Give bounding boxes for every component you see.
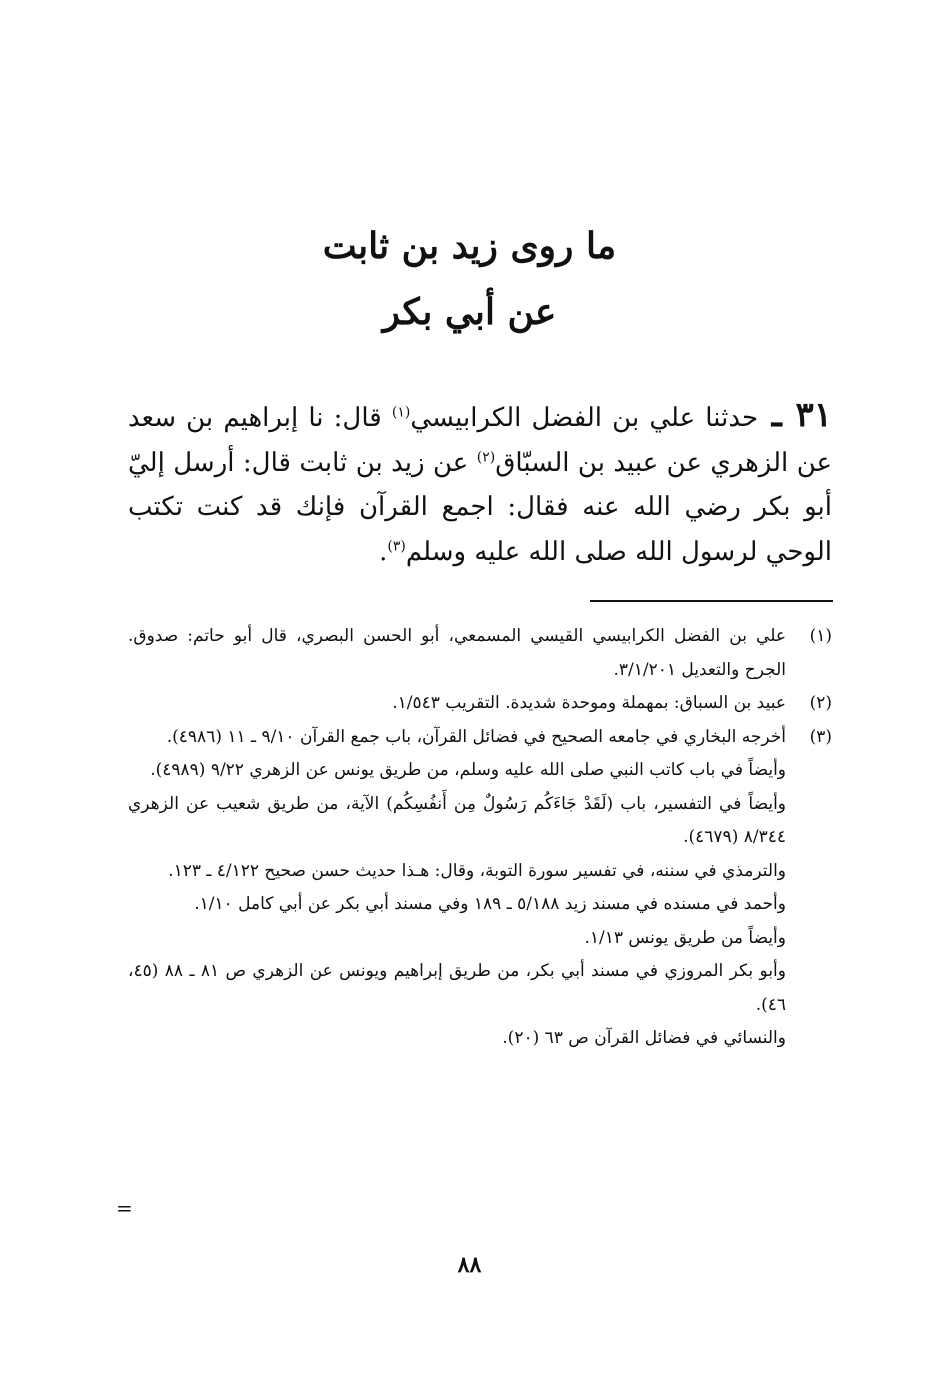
- footnote-2: [128, 687, 832, 721]
- footnote-3-continuation: والترمذي في سننه، في تفسير سورة التوبة، وقال: هـذا حديث حسن صحيح ٤/١٢٢ ـ ١٢٣.: [168, 860, 786, 881]
- footnote-3-continuation: وأحمد في مسنده في مسند زيد ٥/١٨٨ ـ ١٨٩ وفي مسند أبي بكر عن أبي كامل ١/١٠.: [194, 894, 786, 914]
- page-number: ٨٨: [457, 1252, 482, 1278]
- footnote-1: [128, 620, 832, 687]
- hadith-dash: ـ: [758, 395, 796, 435]
- hadith-end: .: [379, 536, 388, 567]
- footnote-marker-2: (٢): [809, 693, 832, 713]
- footnote-marker-3: (٣): [809, 726, 832, 747]
- footnote-text-3: أخرجه البخاري في جامعه الصحيح في فضائل القرآن، باب جمع القرآن ٩/١٠ ـ ١١ (٤٩٨٦).: [166, 726, 786, 747]
- footnote-ref-3[interactable]: (٣): [387, 537, 406, 554]
- continuation-mark: =: [116, 1196, 133, 1220]
- footnote-3-continuation: وأبو بكر المروزي في مسند أبي بكر، من طريق إبراهيم ويونس عن الزهري ص ٨١ ـ ٨٨ (٤٥، ٤٦).: [128, 961, 786, 1015]
- footnote-3-continuation: وأيضاً من طريق يونس ١/١٣.: [584, 927, 786, 948]
- hadith-part-2: قال: نا إبراهيم بن سعد عن الزهري عن عبيد بن السبّاق: [128, 403, 833, 478]
- footnote-3-continuation: وأيضاً في التفسير، باب (لَقَدْ جَاءَكُم رَسُولٌ مِن أَنفُسِكُم) الآية، من طريق شعيب عن الزهري ٨/٣٤٤ (٤٦٧٩).: [128, 793, 786, 847]
- chapter-title-line-1: ما روى زيد بن ثابت: [322, 225, 617, 267]
- footnotes-section: [128, 620, 832, 1056]
- footnote-3-continuation: والنسائي في فضائل القرآن ص ٦٣ (٢٠).: [502, 1028, 786, 1048]
- hadith-part-1: حدثنا علي بن الفضل الكرابيسي: [410, 403, 759, 433]
- hadith-text: [128, 393, 832, 574]
- hadith-part-3: عن زيد بن ثابت قال: أرسل إليّ أبو بكر رضي الله عنه فقال: اجمع القرآن فإنك قد كنت تكتب الوحي لرسول الله صلى الله عليه وسلم: [128, 447, 832, 567]
- footnote-separator: [590, 600, 833, 602]
- footnote-marker-1: (١): [809, 626, 832, 646]
- footnote-text-2: عبيد بن السباق: بمهملة وموحدة شديدة. التقريب ١/٥٤٣.: [392, 693, 786, 713]
- chapter-title-line-2: عن أبي بكر: [382, 291, 557, 333]
- footnote-ref-1[interactable]: (١): [391, 404, 411, 421]
- footnote-3-continuation: وأيضاً في باب كاتب النبي صلى الله عليه وسلم، من طريق يونس عن الزهري ٩/٢٢ (٤٩٨٩).: [150, 760, 786, 780]
- footnote-3: [128, 721, 832, 755]
- footnote-ref-2[interactable]: (٢): [476, 448, 496, 465]
- footnote-text-1: علي بن الفضل الكرابيسي القيسي المسمعي، أبو الحسن البصري، قال أبو حاتم: صدوق. الجرح والتعديل ٣/١/٢٠١.: [128, 626, 786, 680]
- hadith-number: ٣١: [795, 395, 832, 435]
